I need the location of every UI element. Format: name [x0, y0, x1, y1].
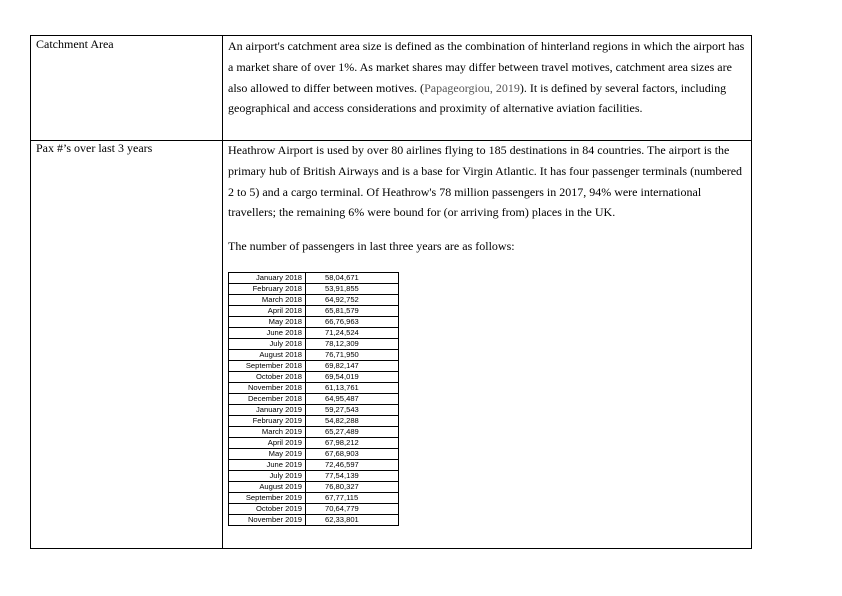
- passenger-count-cell: 71,24,524: [306, 328, 399, 339]
- passenger-intro: The number of passengers in last three years are as follows:: [228, 239, 515, 254]
- catchment-text-after: ). It is defined by several factors, including geographical and access considerations and proximity of alternative aviation facilities.: [228, 80, 727, 116]
- month-cell: March 2018: [229, 295, 306, 306]
- table-row: [229, 438, 399, 449]
- table-row: [229, 449, 399, 460]
- table-row: [229, 306, 399, 317]
- passenger-count-cell: 61,13,761: [306, 383, 399, 394]
- month-cell: August 2019: [229, 482, 306, 493]
- passenger-count-cell: 76,71,950: [306, 350, 399, 361]
- month-cell: November 2019: [229, 515, 306, 526]
- month-cell: February 2018: [229, 284, 306, 295]
- month-cell: May 2019: [229, 449, 306, 460]
- passenger-table: [228, 272, 399, 526]
- month-cell: June 2019: [229, 460, 306, 471]
- table-row: [229, 295, 399, 306]
- catchment-area-label: Catchment Area: [36, 37, 114, 51]
- passenger-count-cell: 67,98,212: [306, 438, 399, 449]
- table-row: [229, 284, 399, 295]
- passenger-count-cell: 53,91,855: [306, 284, 399, 295]
- table-row: [229, 350, 399, 361]
- table-row: [229, 273, 399, 284]
- table-row: [229, 482, 399, 493]
- citation: Papageorgiou, 2019: [424, 80, 520, 95]
- catchment-text-before: An airport's catchment area size is defined as the combination of hinterland regions in which the airport has a market share of over 1%. As market shares may differ between travel motives, catchment area sizes are also allowed to differ between motives. (: [228, 39, 745, 95]
- month-cell: November 2018: [229, 383, 306, 394]
- passenger-count-cell: 64,92,752: [306, 295, 399, 306]
- passenger-count-cell: 64,95,487: [306, 394, 399, 405]
- passenger-count-cell: 59,27,543: [306, 405, 399, 416]
- catchment-area-description: [228, 36, 748, 119]
- passenger-count-cell: 72,46,597: [306, 460, 399, 471]
- table-row: [229, 504, 399, 515]
- pax-label: Pax #’s over last 3 years: [36, 141, 153, 155]
- passenger-count-cell: 69,82,147: [306, 361, 399, 372]
- table-row: [229, 328, 399, 339]
- table-row: [229, 460, 399, 471]
- table-row: [229, 317, 399, 328]
- month-cell: June 2018: [229, 328, 306, 339]
- table-row: [229, 416, 399, 427]
- passenger-count-cell: 77,54,139: [306, 471, 399, 482]
- month-cell: July 2019: [229, 471, 306, 482]
- month-cell: March 2019: [229, 427, 306, 438]
- month-cell: April 2019: [229, 438, 306, 449]
- passenger-count-cell: 58,04,671: [306, 273, 399, 284]
- passenger-count-cell: 66,76,963: [306, 317, 399, 328]
- passenger-count-cell: 65,81,579: [306, 306, 399, 317]
- table-row: [229, 405, 399, 416]
- month-cell: September 2018: [229, 361, 306, 372]
- passenger-count-cell: 67,77,115: [306, 493, 399, 504]
- passenger-count-cell: 65,27,489: [306, 427, 399, 438]
- pax-row: [31, 140, 751, 548]
- table-row: [229, 339, 399, 350]
- catchment-area-paragraph: [228, 36, 748, 119]
- passenger-count-cell: 62,33,801: [306, 515, 399, 526]
- month-cell: May 2018: [229, 317, 306, 328]
- month-cell: September 2019: [229, 493, 306, 504]
- month-cell: April 2018: [229, 306, 306, 317]
- month-cell: February 2019: [229, 416, 306, 427]
- pax-description: [228, 140, 748, 257]
- month-cell: August 2018: [229, 350, 306, 361]
- month-cell: July 2018: [229, 339, 306, 350]
- table-row: [229, 427, 399, 438]
- table-row: [229, 493, 399, 504]
- passenger-count-cell: 67,68,903: [306, 449, 399, 460]
- info-table: [30, 35, 752, 549]
- table-row: [229, 515, 399, 526]
- passenger-count-cell: 69,54,019: [306, 372, 399, 383]
- month-cell: January 2018: [229, 273, 306, 284]
- heathrow-paragraph: Heathrow Airport is used by over 80 airlines flying to 185 destinations in 84 countries. The airport is the primary hub of British Airways and is a base for Virgin Atlantic. It has four passenger terminals (numbered 2 to 5) and a cargo terminal. Of Heathrow's 78 million passengers in 2017, 94% were international travellers; the remaining 6% were bound for (or arriving from) places in the UK.: [228, 143, 743, 220]
- month-cell: December 2018: [229, 394, 306, 405]
- passenger-count-cell: 78,12,309: [306, 339, 399, 350]
- passenger-count-cell: 76,80,327: [306, 482, 399, 493]
- table-row: [229, 394, 399, 405]
- table-row: [229, 383, 399, 394]
- table-row: [229, 372, 399, 383]
- passenger-count-cell: 70,64,779: [306, 504, 399, 515]
- table-row: [229, 471, 399, 482]
- month-cell: October 2019: [229, 504, 306, 515]
- passenger-count-cell: 54,82,288: [306, 416, 399, 427]
- table-row: [229, 361, 399, 372]
- catchment-area-row: [31, 36, 751, 141]
- month-cell: January 2019: [229, 405, 306, 416]
- month-cell: October 2018: [229, 372, 306, 383]
